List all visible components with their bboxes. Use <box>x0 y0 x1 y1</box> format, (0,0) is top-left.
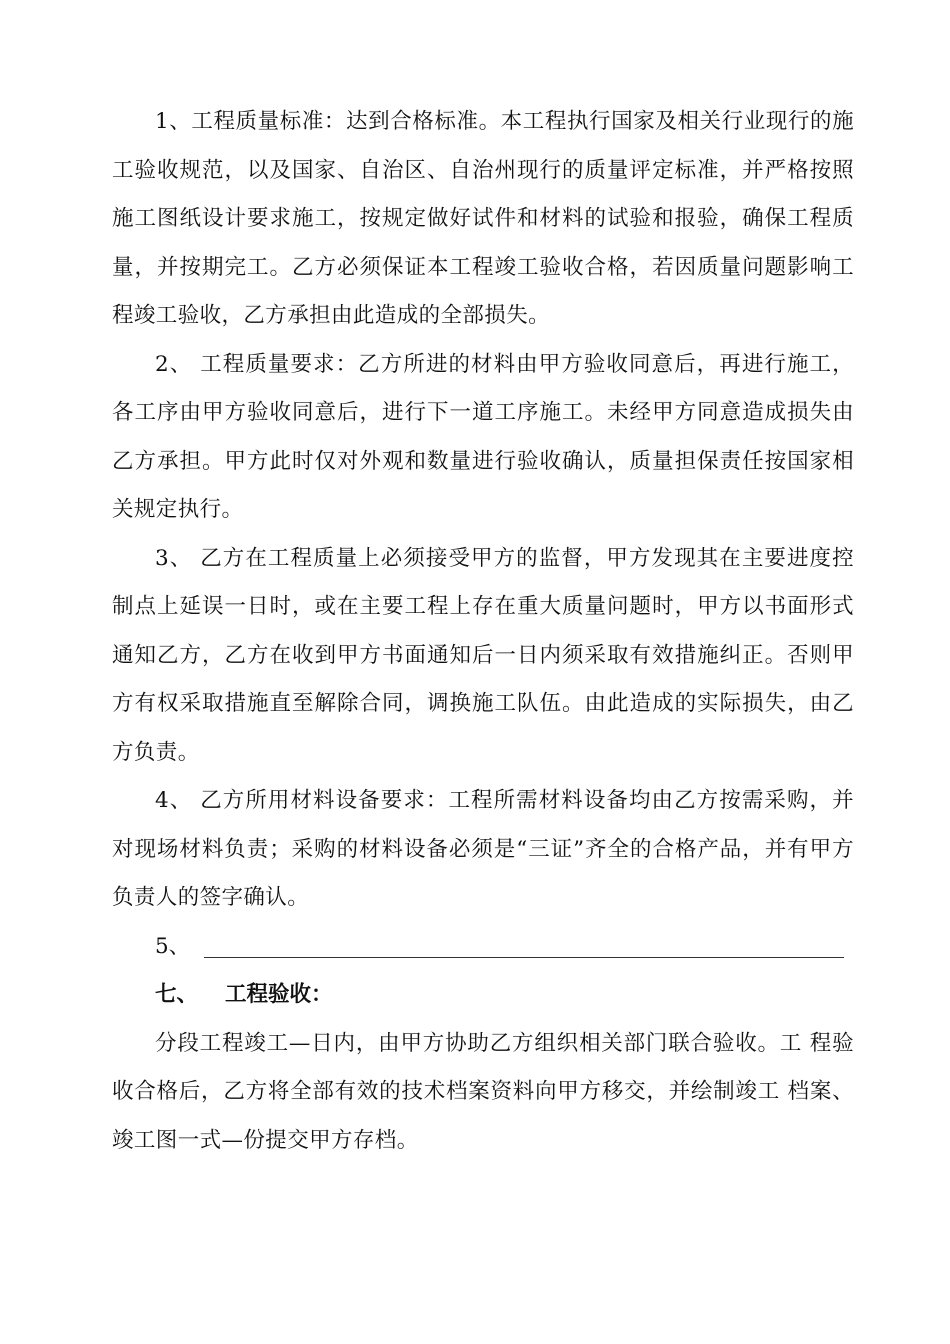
clause-1-quality-standard: 1、工程质量标准：达到合格标准。本工程执行国家及相关行业现行的施工验收规范，以及国家、自治区、自治州现行的质量评定标准，并严格按照施工图纸设计要求施工，按规定做好试件和材料的试验和报验，确保工程质量，并按期完工。乙方必须保证本工程竣工验收合格，若因质量问题影响工程竣工验收，乙方承担由此造成的全部损失。 <box>112 109 854 328</box>
section-7-title: 工程验收： <box>225 982 333 1007</box>
clause-5-blank <box>112 923 854 972</box>
section-7-heading <box>112 971 854 1020</box>
section-7-acceptance-paragraph: 分段工程竣工—日内，由甲方协助乙方组织相关部门联合验收。工 程验收合格后，乙方将全部有效的技术档案资料向甲方移交，并绘制竣工 档案、竣工图一式—份提交甲方存档。 <box>112 1030 854 1153</box>
document-page <box>112 98 854 1165</box>
section-7-number: 七、 <box>155 982 199 1007</box>
clause-5-number: 5、 <box>155 933 191 959</box>
clause-2-quality-requirements: 2、 工程质量要求：乙方所进的材料由甲方验收同意后，再进行施工，各工序由甲方验收同意后，进行下一道工序施工。未经甲方同意造成损失由乙方承担。甲方此时仅对外观和数量进行验收确认，质量担保责任按国家相关规定执行。 <box>112 351 854 522</box>
clause-4-materials: 4、 乙方所用材料设备要求：工程所需材料设备均由乙方按需采购，并对现场材料负责；采购的材料设备必须是“三证”齐全的合格产品，并有甲方负责人的签字确认。 <box>112 788 854 910</box>
clause-3-supervision: 3、 乙方在工程质量上必须接受甲方的监督，甲方发现其在主要进度控制点上延误一日时，或在主要工程上存在重大质量问题时，甲方以书面形式通知乙方，乙方在收到甲方书面通知后一日内须采取有效措施纠正。否则甲方有权采取措施直至解除合同，调换施工队伍。由此造成的实际损失，由乙方负责。 <box>112 545 854 765</box>
fill-in-underline <box>204 957 844 958</box>
